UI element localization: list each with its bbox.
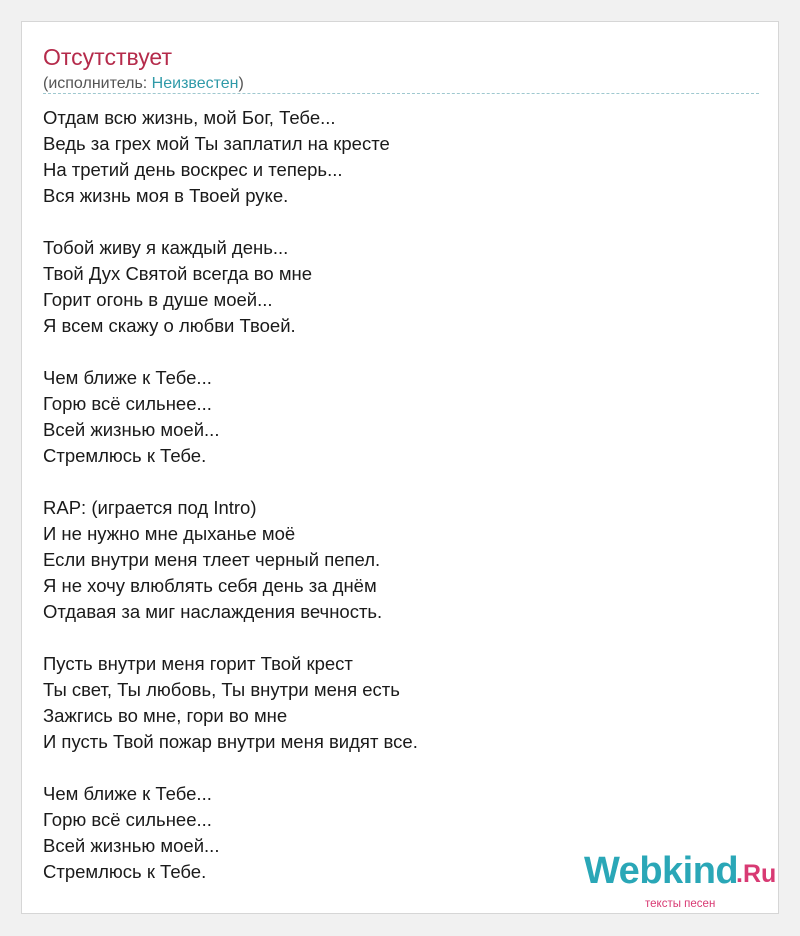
lyrics-stanza (43, 365, 418, 469)
lyrics-stanza (43, 235, 418, 339)
lyric-line: Вся жизнь моя в Твоей руке. (43, 185, 289, 206)
lyric-line: Я всем скажу о любви Твоей. (43, 315, 296, 336)
lyrics-card (21, 21, 779, 914)
webkind-logo[interactable] (584, 849, 784, 911)
lyric-line: Горю всё сильнее... (43, 393, 212, 414)
lyric-line: Я не хочу влюблять себя день за днём (43, 575, 377, 596)
lyric-line: Твой Дух Святой всегда во мне (43, 263, 313, 284)
lyrics-stanza (43, 781, 418, 885)
lyric-line: Если внутри меня тлеет черный пепел. (43, 549, 381, 570)
lyrics-stanza (43, 651, 418, 755)
lyric-line: Отдавая за миг наслаждения вечность. (43, 601, 383, 622)
lyric-line: Чем ближе к Тебе... (43, 367, 212, 388)
artist-suffix: ) (238, 75, 244, 92)
title-divider (43, 93, 759, 94)
logo-name: Webkind (584, 850, 739, 892)
lyrics-stanza (43, 495, 418, 625)
lyric-line: Стремлюсь к Тебе. (43, 861, 207, 882)
lyric-line: Стремлюсь к Тебе. (43, 445, 207, 466)
lyric-line: Тобой живу я каждый день... (43, 237, 289, 258)
lyric-line: На третий день воскрес и теперь... (43, 159, 343, 180)
lyric-line: И не нужно мне дыханье моё (43, 523, 296, 544)
lyric-line: Чем ближе к Тебе... (43, 783, 212, 804)
lyric-line: Зажгись во мне, гори во мне (43, 705, 288, 726)
lyric-line: Пусть внутри меня горит Твой крест (43, 653, 353, 674)
lyrics-stanza (43, 105, 418, 209)
artist-link[interactable]: Неизвестен (151, 75, 239, 92)
artist-prefix: (исполнитель: (43, 75, 152, 92)
lyric-line: Всей жизнью моей... (43, 835, 220, 856)
lyric-line: Ты свет, Ты любовь, Ты внутри меня есть (43, 679, 400, 700)
lyric-line: RAP: (играется под Intro) (43, 497, 257, 518)
logo-tagline: тексты песен (645, 898, 716, 910)
lyric-line: Горит огонь в душе моей... (43, 289, 273, 310)
lyric-line: Ведь за грех мой Ты заплатил на кресте (43, 133, 390, 154)
lyric-line: Всей жизнью моей... (43, 419, 220, 440)
artist-line (43, 74, 244, 94)
logo-tld: .Ru (736, 860, 777, 888)
lyrics-body (43, 105, 418, 885)
lyric-line: Отдам всю жизнь, мой Бог, Тебе... (43, 107, 336, 128)
song-title: Отсутствует (43, 44, 172, 70)
lyric-line: Горю всё сильнее... (43, 809, 212, 830)
lyric-line: И пусть Твой пожар внутри меня видят все. (43, 731, 418, 752)
